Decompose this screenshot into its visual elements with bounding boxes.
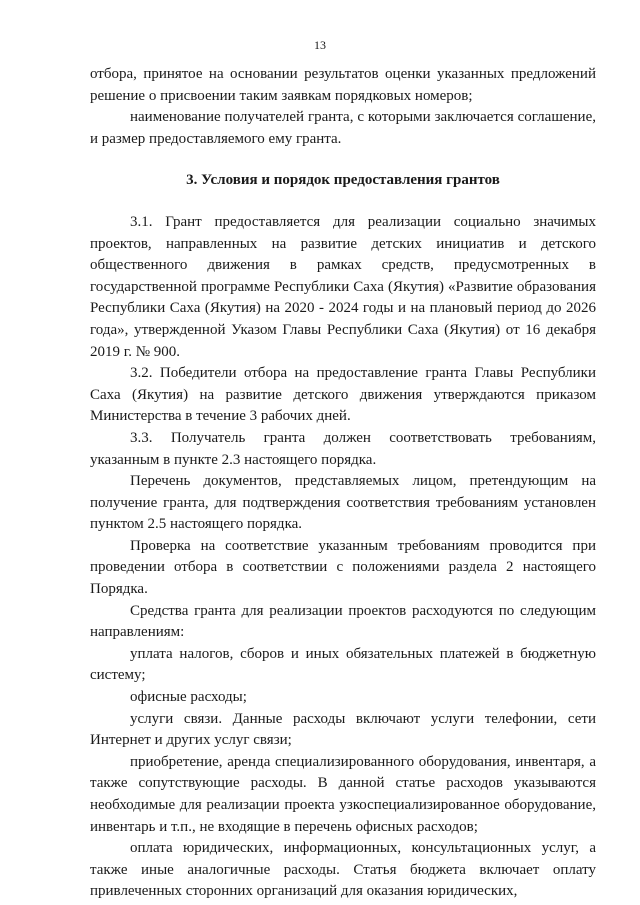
paragraph: Средства гранта для реализации проектов расходуются по следующим направлениям: <box>90 602 596 641</box>
paragraph: Проверка на соответствие указанным требованиям проводится при проведении отбора в соответствии с положениями раздела 2 настоящего Порядка. <box>90 537 596 598</box>
page-number: 13 <box>314 38 326 52</box>
paragraph: услуги связи. Данные расходы включают услуги телефонии, сети Интернет и других услуг связи; <box>90 710 596 749</box>
paragraph: наименование получателей гранта, с которыми заключается соглашение, и размер предоставляемого ему гранта. <box>90 109 596 147</box>
paragraph: 3.3. Получатель гранта должен соответствовать требованиям, указанным в пункте 2.3 настоящего порядка. <box>90 429 596 468</box>
paragraph: офисные расходы; <box>130 689 247 706</box>
paragraph: уплата налогов, сборов и иных обязательных платежей в бюджетную систему; <box>90 645 596 684</box>
paragraph: отбора, принятое на основании результатов оценки указанных предложений решение о присвоении таким заявкам порядковых номеров; <box>90 66 596 104</box>
paragraph: оплата юридических, информационных, консультационных услуг, а также иные аналогичные расходы. Статья бюджета включает оплату привлеченных сторонних организаций для оказания юридических, <box>90 840 596 900</box>
paragraph: приобретение, аренда специализированного оборудования, инвентаря, а также сопутствующие расходы. В данной статье расходов указываются необходимые для реализации проекта узкоспециализированное оборудование, инвентарь и т.п., не входящие в перечень офисных расходов; <box>90 753 596 835</box>
paragraph: 3.1. Грант предоставляется для реализации социально значимых проектов, направленных на развитие детских инициатив и детского общественного движения в рамках средств, предусмотренных в государственной программе Республики Саха (Якутия) «Развитие образования Республики Саха (Якутия) на 2020 - 2024 годы и на плановый период до 2026 года», утвержденной Указом Главы Республики Саха (Якутия) от 16 декабря 2019 г. № 900. <box>90 213 596 360</box>
section-title: 3. Условия и порядок предоставления грантов <box>186 172 500 189</box>
paragraph: 3.2. Победители отбора на предоставление гранта Главы Республики Саха (Якутия) на развитие детского движения утверждаются приказом Министерства в течение 3 рабочих дней. <box>90 365 596 425</box>
paragraph: Перечень документов, представляемых лицом, претендующим на получение гранта, для подтверждения соответствия требованиям установлен пунктом 2.5 настоящего порядка. <box>90 473 596 533</box>
document-body <box>90 64 596 903</box>
